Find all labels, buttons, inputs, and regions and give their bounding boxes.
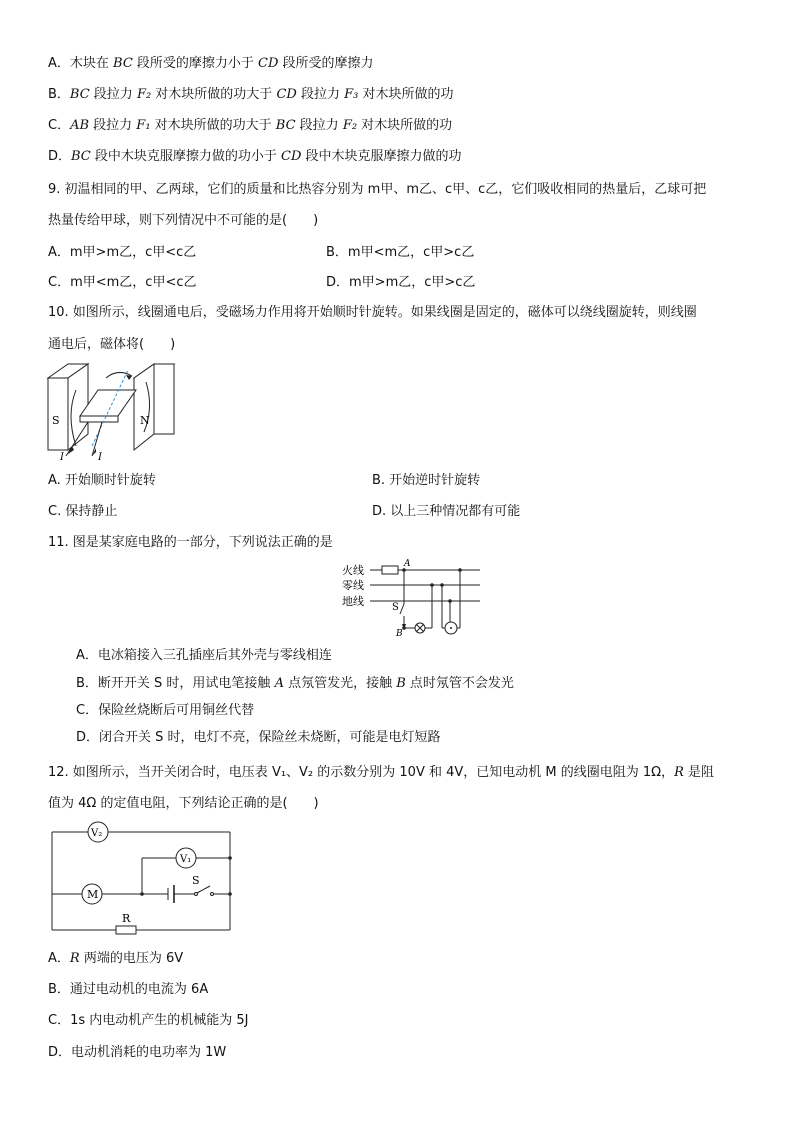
q10-pole-n: N — [140, 414, 150, 427]
q9-option-b: B．m甲<m乙，c甲>c乙 — [326, 245, 475, 260]
q11-option-a: A．电冰箱接入三孔插座后其外壳与零线相连 — [76, 648, 332, 663]
q8-option-a: A．木块在 BC 段所受的摩擦力小于 CD 段所受的摩擦力 — [48, 56, 374, 71]
q10-stem-line1: 10. 如图所示，线圈通电后，受磁场力作用将开始顺时针旋转。如果线圈是固定的，磁体可以绕线圈旋转，则线圈 — [48, 305, 697, 320]
q11-label-ground: 地线 — [342, 595, 364, 608]
q12-voltmeter-v1: V₁ — [180, 854, 192, 865]
q10-current-label-right: I — [98, 452, 102, 463]
q9-option-a: A．m甲>m乙，c甲<c乙 — [48, 245, 197, 260]
q10-pole-s: S — [52, 414, 60, 427]
q9-stem-line1: 9. 初温相同的甲、乙两球，它们的质量和比热容分别为 m甲、m乙、c甲、c乙，它们吸收相同的热量后，乙球可把 — [48, 182, 707, 197]
q11-option-b: B．断开开关 S 时，用试电笔接触 A 点氖管发光，接触 B 点时氖管不会发光 — [76, 676, 514, 691]
q11-household-circuit-figure — [340, 558, 490, 638]
q10-current-label-left: I — [60, 452, 64, 463]
q11-option-d: D．闭合开关 S 时，电灯不亮，保险丝未烧断，可能是电灯短路 — [76, 730, 441, 745]
q10-option-c: C. 保持静止 — [48, 504, 118, 519]
q12-option-c: C．1s 内电动机产生的机械能为 5J — [48, 1013, 249, 1028]
q11-label-live: 火线 — [342, 564, 364, 577]
q8-option-b: B．BC 段拉力 F₂ 对木块所做的功大于 CD 段拉力 F₃ 对木块所做的功 — [48, 87, 454, 102]
q12-option-d: D．电动机消耗的电功率为 1W — [48, 1045, 227, 1060]
q11-option-c: C．保险丝烧断后可用铜丝代替 — [76, 703, 255, 718]
q12-resistor-r: R — [122, 912, 131, 925]
q12-motor-circuit-figure — [50, 824, 240, 939]
q12-option-a: A．R 两端的电压为 6V — [48, 951, 184, 966]
q11-label-neutral: 零线 — [342, 579, 364, 592]
q11-point-b: B — [396, 629, 403, 639]
q12-motor-m: M — [87, 888, 99, 901]
q11-switch-s: S — [392, 602, 399, 613]
q12-switch-s: S — [192, 874, 200, 887]
q12-stem-line2: 值为 4Ω 的定值电阻，下列结论正确的是( ) — [48, 796, 319, 811]
q10-motor-coil-figure — [46, 360, 186, 463]
q9-option-c: C．m甲<m乙，c甲<c乙 — [48, 275, 197, 290]
q10-stem-line2: 通电后，磁体将( ) — [48, 337, 176, 352]
q9-stem-line2: 热量传给甲球，则下列情况中不可能的是( ) — [48, 213, 319, 228]
q8-option-c: C．AB 段拉力 F₁ 对木块所做的功大于 BC 段拉力 F₂ 对木块所做的功 — [48, 118, 453, 133]
q9-option-d: D．m甲>m乙，c甲>c乙 — [326, 275, 476, 290]
q10-option-d: D. 以上三种情况都有可能 — [372, 504, 521, 519]
q11-stem: 11. 图是某家庭电路的一部分，下列说法正确的是 — [48, 535, 333, 550]
q12-option-b: B．通过电动机的电流为 6A — [48, 982, 209, 997]
q12-stem-line1: 12. 如图所示，当开关闭合时，电压表 V₁、V₂ 的示数分别为 10V 和 4V，已知电动机 M 的线圈电阻为 1Ω，R 是阻 — [48, 765, 715, 780]
q8-option-d: D．BC 段中木块克服摩擦力做的功小于 CD 段中木块克服摩擦力做的功 — [48, 149, 462, 164]
q10-option-a: A. 开始顺时针旋转 — [48, 473, 156, 488]
q10-option-b: B. 开始逆时针旋转 — [372, 473, 481, 488]
q12-voltmeter-v2: V₂ — [91, 828, 103, 839]
q11-point-a: A — [404, 559, 411, 569]
